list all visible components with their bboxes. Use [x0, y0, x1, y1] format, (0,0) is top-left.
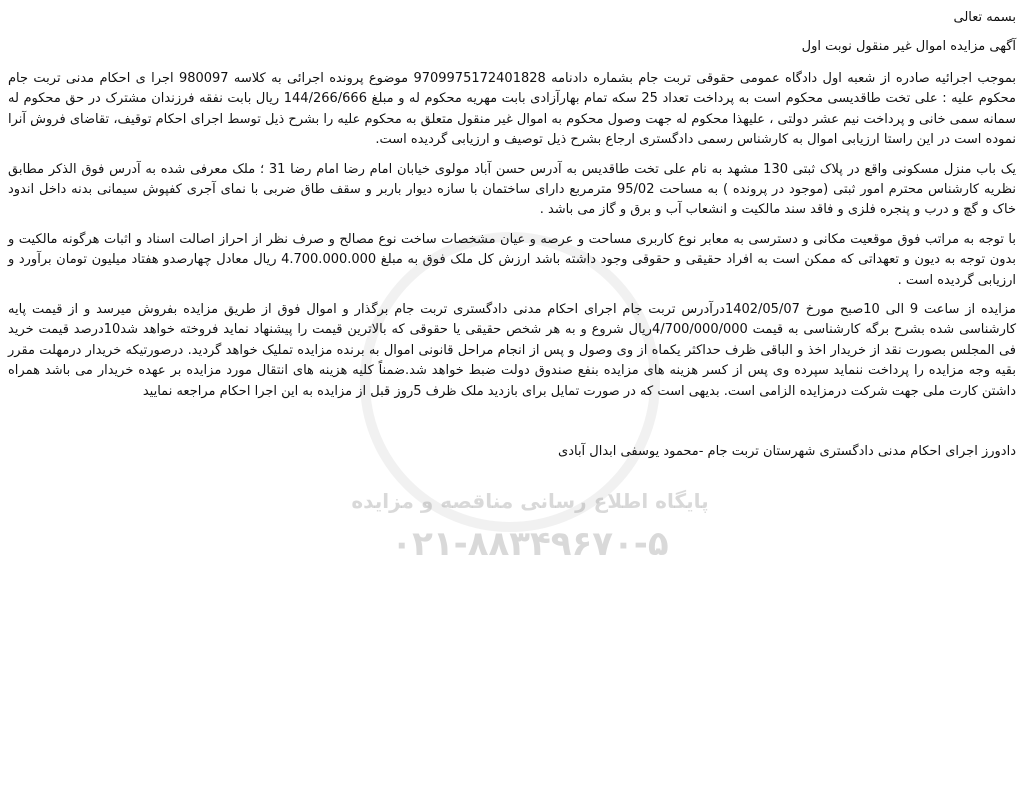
page-heading: بسمه تعالی	[953, 10, 1016, 25]
paragraph-execution-order: بموجب اجرائیه صادره از شعبه اول دادگاه عمومی حقوقی تربت جام بشماره دادنامه 9709975172401828 موضوع پرونده اجرائی به کلاسه 980097 اجرا ی احکام مدنی تربت جام محکوم علیه : علی تخت طاقدیسی محکوم است به پرداخت تعداد 25 سکه تمام بهارآزادی بابت مهریه محکوم له و مبلغ 144/266/666 ریال بابت نفقه فرزندان مشترک در حق محکوم له سمانه سمی خانی و پرداخت نیم عشر دولتی ، علیهذا محکوم له جهت وصول محکوم به اموال غیر منقول متعلق به محکوم علیه را بشرح ذیل توسط اجرای احکام توقیف، تقاضای فروش آنرا نموده است در این راستا ارزیابی اموال به کارشناس رسمی دادگستری ارجاع بشرح ذیل توصیف و ارزیابی گردیده است.	[8, 71, 1016, 148]
paragraph-auction-terms: مزایده از ساعت 9 الی 10صبح مورخ 1402/05/07درآدرس تربت جام اجرای احکام مدنی دادگستری تربت جام برگذار و اموال فوق از طریق مزایده بفروش میرسد و از قیمت پایه کارشناسی شده بشرح برگه کارشناسی به قیمت 4/700/000/000ریال شروع و به هر شخص حقیقی یا حقوقی که بالاترین قیمت را پیشنهاد نماید فروخته خواهد شد10درصد قیمت خرید فی المجلس بصورت نقد از خریدار اخذ و الباقی ظرف حداکثر یکماه از وی وصول و پس از انجام مراحل قانونی اموال به برنده مزایده تملیک خواهد گردید. درصورتیکه خریدار درمهلت مقرر بقیه وجه مزایده را پرداخت ننماید سپرده وی پس از کسر هزینه های مزایده بنفع صندوق دولت ضبط خواهد شد.ضمناً کلیه هزینه های انتقال مورد مزایده بر عهده خریدار می باشد همراه داشتن کارت ملی جهت شرکت درمزایده الزامی است. بدیهی است که در صورت تمایل برای بازدید ملک ظرف 5روز قبل از مزایده به این اجرا احکام مراجعه نمایید	[8, 302, 1017, 399]
notice-title: آگهی مزایده اموال غیر منقول نوبت اول	[801, 39, 1016, 54]
paragraph-valuation: با توجه به مراتب فوق موقعیت مکانی و دسترسی به معابر نوع کاربری مساحت و عرصه و عیان مشخصات ساخت نوع مصالح و صرف نظر از احراز اصالت اسناد و اثبات هرگونه مالکیت و بدون توجه به دیون و تعهداتی که ممکن است به افراد حقیقی و حقوقی وجود داشته باشد ارزش کل ملک فوق به مبلغ 4.700.000.000 ریال معادل چهارصدو هفتاد میلیون تومان برآورد و ارزیابی گردیده است .	[8, 231, 1016, 288]
signature-line: دادورز اجرای احکام مدنی دادگستری شهرستان تربت جام -محمود یوسفی ابدال آبادی	[558, 444, 1016, 460]
watermark-title: پایگاه اطلاع رسانی مناقصه و مزایده	[351, 489, 709, 513]
paragraph-property-description: یک باب منزل مسکونی واقع در پلاک ثبتی 130 مشهد به نام علی تخت طاقدیس به آدرس حسن آباد مولوی خیابان امام رضا امام رضا 31 ؛ ملک معرفی شده به آدرس فوق الذکر مطابق نظریه کارشناس محترم امور ثبتی (موجود در پرونده ) به مساحت 95/02 مترمربع دارای ساختمان با سازه دیوار باربر و سقف طاق ضربی با نمای آجری کفپوش سیمانی بدنه داخل اندود خاک و گچ و درب و پنجره فلزی و فاقد سند مالکیت و انشعاب آب و برق و گاز می باشد .	[8, 161, 1017, 218]
watermark-phone: ۰۲۱-۸۸۳۴۹۶۷۰-۵	[391, 524, 669, 564]
